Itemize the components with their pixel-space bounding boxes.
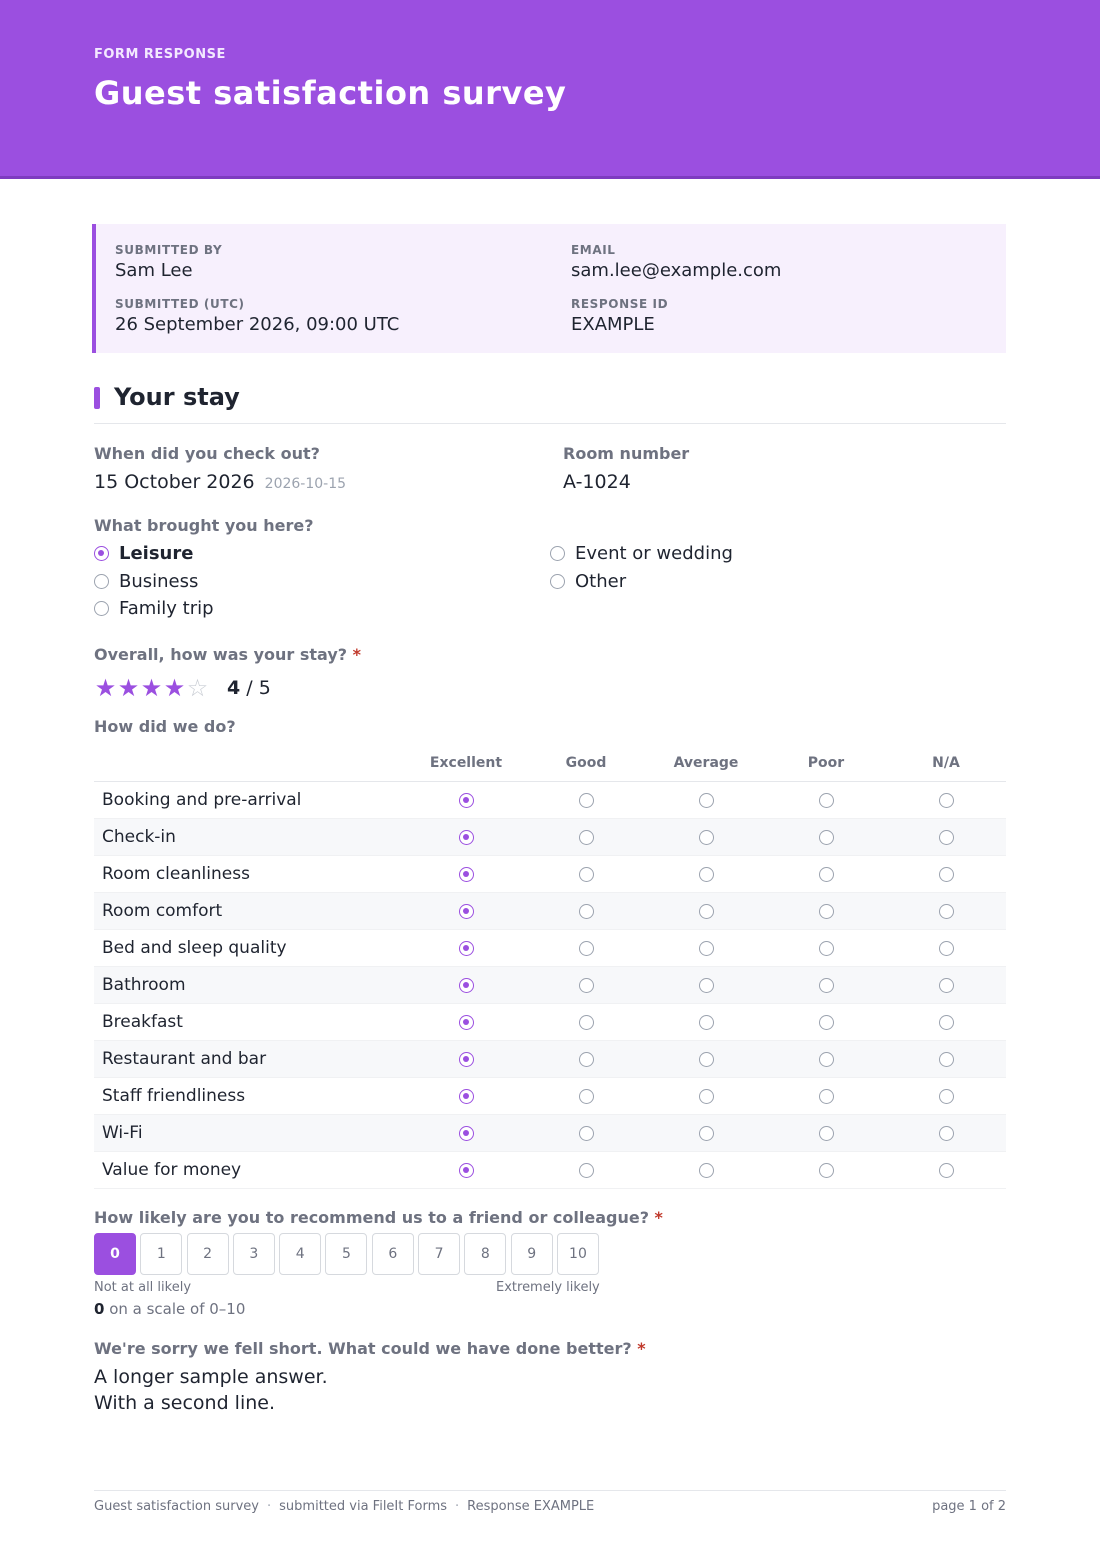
grid-cell xyxy=(766,1040,886,1077)
submitted-by-value: Sam Lee xyxy=(115,260,193,281)
email-value: sam.lee@example.com xyxy=(571,260,782,281)
radio-icon[interactable] xyxy=(579,1015,594,1030)
section-title: Your stay xyxy=(114,383,240,411)
rating-grid xyxy=(94,745,1006,1189)
radio-selected-icon[interactable] xyxy=(459,1089,474,1104)
radio-selected-icon[interactable] xyxy=(459,941,474,956)
radio-icon[interactable] xyxy=(579,978,594,993)
radio-icon[interactable] xyxy=(699,1052,714,1067)
room-question: Room number xyxy=(563,444,690,463)
checkout-date: 15 October 2026 xyxy=(94,471,255,493)
rating-value xyxy=(227,677,271,699)
rating-max: / 5 xyxy=(240,677,271,699)
grid-question: How did we do? xyxy=(94,717,236,736)
radio-icon[interactable] xyxy=(579,1052,594,1067)
grid-cell xyxy=(766,1077,886,1114)
grid-row xyxy=(94,1114,1006,1151)
radio-icon[interactable] xyxy=(699,978,714,993)
grid-row-label: Room comfort xyxy=(94,892,406,929)
nps-question xyxy=(94,1208,663,1227)
grid-row-label: Bathroom xyxy=(94,966,406,1003)
purpose-option-label: Family trip xyxy=(119,597,214,619)
grid-cell xyxy=(526,818,646,855)
submitted-utc-label: SUBMITTED (UTC) xyxy=(115,297,245,311)
nps-scale xyxy=(94,1233,603,1275)
nps-option[interactable]: 10 xyxy=(557,1233,599,1275)
radio-selected-icon[interactable] xyxy=(459,978,474,993)
page-footer xyxy=(94,1490,1006,1514)
submitted-by-label: SUBMITTED BY xyxy=(115,243,223,257)
grid-cell xyxy=(646,855,766,892)
grid-row xyxy=(94,1003,1006,1040)
submitted-by xyxy=(115,243,222,282)
radio-selected-icon[interactable] xyxy=(459,1126,474,1141)
grid-cell xyxy=(646,1003,766,1040)
submitted-utc xyxy=(115,297,399,336)
grid-cell xyxy=(526,855,646,892)
radio-icon[interactable] xyxy=(819,1089,834,1104)
grid-row-label: Value for money xyxy=(94,1151,406,1188)
overall-question xyxy=(94,645,361,664)
radio-icon[interactable] xyxy=(819,830,834,845)
radio-icon[interactable] xyxy=(939,1052,954,1067)
radio-icon[interactable] xyxy=(579,830,594,845)
star-filled-icon: ★ xyxy=(94,674,117,702)
answer-line: With a second line. xyxy=(94,1392,275,1414)
radio-selected-icon[interactable] xyxy=(459,867,474,882)
grid-cell xyxy=(886,966,1006,1003)
grid-cell xyxy=(886,1077,1006,1114)
radio-icon[interactable] xyxy=(819,941,834,956)
nps-option[interactable]: 8 xyxy=(464,1233,506,1275)
footer-survey-name: Guest satisfaction survey xyxy=(94,1499,260,1514)
radio-icon[interactable] xyxy=(819,1163,834,1178)
purpose-option-business[interactable] xyxy=(94,569,198,593)
grid-cell xyxy=(886,781,1006,818)
radio-icon[interactable] xyxy=(939,978,954,993)
radio-icon xyxy=(550,546,565,561)
radio-icon[interactable] xyxy=(579,904,594,919)
grid-col-na: N/A xyxy=(886,745,1006,781)
radio-icon xyxy=(550,574,565,589)
radio-selected-icon[interactable] xyxy=(459,1015,474,1030)
radio-icon[interactable] xyxy=(939,1126,954,1141)
grid-row xyxy=(94,855,1006,892)
grid-cell xyxy=(886,929,1006,966)
response-id xyxy=(571,297,668,336)
star-filled-icon: ★ xyxy=(163,674,186,702)
radio-icon[interactable] xyxy=(939,1015,954,1030)
grid-cell xyxy=(406,1003,526,1040)
page-title: Guest satisfaction survey xyxy=(94,74,567,112)
overall-question-text: Overall, how was your stay? xyxy=(94,645,348,664)
grid-row-label: Check-in xyxy=(94,818,406,855)
radio-icon[interactable] xyxy=(939,941,954,956)
purpose-option-label: Other xyxy=(575,570,627,592)
grid-cell xyxy=(886,1114,1006,1151)
grid-cell xyxy=(886,892,1006,929)
radio-selected-icon[interactable] xyxy=(459,830,474,845)
grid-row-label: Staff friendliness xyxy=(94,1077,406,1114)
radio-icon[interactable] xyxy=(819,793,834,808)
grid-cell xyxy=(526,1151,646,1188)
radio-icon[interactable] xyxy=(939,904,954,919)
grid-cell xyxy=(526,929,646,966)
radio-icon[interactable] xyxy=(579,1126,594,1141)
grid-cell xyxy=(766,855,886,892)
radio-selected-icon[interactable] xyxy=(459,1052,474,1067)
radio-icon[interactable] xyxy=(939,793,954,808)
grid-cell xyxy=(406,966,526,1003)
grid-cell xyxy=(646,1151,766,1188)
grid-cell xyxy=(886,1151,1006,1188)
grid-cell xyxy=(886,855,1006,892)
grid-row-label: Room cleanliness xyxy=(94,855,406,892)
grid-cell xyxy=(526,1077,646,1114)
grid-corner xyxy=(94,745,406,781)
radio-icon[interactable] xyxy=(939,830,954,845)
nps-option[interactable]: 3 xyxy=(233,1233,275,1275)
section-heading xyxy=(94,385,1006,424)
form-header xyxy=(0,0,1100,179)
grid-cell xyxy=(766,892,886,929)
radio-selected-icon[interactable] xyxy=(459,1163,474,1178)
required-mark: * xyxy=(352,645,362,664)
section-accent-bar xyxy=(94,387,100,409)
purpose-option-event[interactable] xyxy=(550,541,733,565)
radio-icon xyxy=(94,574,109,589)
radio-icon[interactable] xyxy=(819,1015,834,1030)
room-answer: A-1024 xyxy=(563,471,631,493)
grid-cell xyxy=(406,1151,526,1188)
radio-icon[interactable] xyxy=(699,1126,714,1141)
header-kicker: FORM RESPONSE xyxy=(94,47,226,62)
radio-selected-icon xyxy=(94,546,109,561)
radio-icon[interactable] xyxy=(579,941,594,956)
grid-cell xyxy=(886,1003,1006,1040)
footer-separator: · xyxy=(267,1499,272,1514)
grid-cell xyxy=(526,966,646,1003)
grid-cell xyxy=(646,781,766,818)
checkout-iso-date: 2026-10-15 xyxy=(264,476,347,492)
grid-row xyxy=(94,1040,1006,1077)
grid-cell xyxy=(406,781,526,818)
radio-selected-icon[interactable] xyxy=(459,904,474,919)
radio-icon[interactable] xyxy=(939,1163,954,1178)
nps-value-note xyxy=(94,1300,245,1318)
email xyxy=(571,243,781,282)
grid-col-excellent: Excellent xyxy=(406,745,526,781)
grid-cell xyxy=(766,966,886,1003)
nps-option[interactable]: 0 xyxy=(94,1233,136,1275)
grid-row-label: Restaurant and bar xyxy=(94,1040,406,1077)
grid-row xyxy=(94,1151,1006,1188)
submitted-utc-value: 26 September 2026, 09:00 UTC xyxy=(115,314,400,335)
radio-icon[interactable] xyxy=(819,978,834,993)
grid-row xyxy=(94,966,1006,1003)
nps-scale-text: on a scale of 0–10 xyxy=(104,1300,246,1318)
star-rating xyxy=(94,673,271,703)
radio-icon[interactable] xyxy=(699,1163,714,1178)
grid-row-label: Breakfast xyxy=(94,1003,406,1040)
radio-icon[interactable] xyxy=(699,1015,714,1030)
grid-cell xyxy=(406,855,526,892)
submission-meta xyxy=(92,224,1006,353)
radio-icon[interactable] xyxy=(699,1089,714,1104)
radio-icon[interactable] xyxy=(699,867,714,882)
grid-cell xyxy=(406,1114,526,1151)
improve-answer xyxy=(94,1364,328,1416)
purpose-option-label: Event or wedding xyxy=(575,542,733,564)
required-mark: * xyxy=(637,1339,646,1358)
purpose-question: What brought you here? xyxy=(94,516,314,535)
grid-row-label: Booking and pre-arrival xyxy=(94,781,406,818)
star-filled-icon: ★ xyxy=(117,674,140,702)
grid-row xyxy=(94,892,1006,929)
grid-cell xyxy=(406,929,526,966)
improve-question-text: We're sorry we fell short. What could we have done better? xyxy=(94,1339,632,1358)
grid-cell xyxy=(526,1114,646,1151)
answer-line: A longer sample answer. xyxy=(94,1366,328,1388)
grid-cell xyxy=(526,892,646,929)
radio-icon[interactable] xyxy=(579,793,594,808)
grid-cell xyxy=(406,1077,526,1114)
star-empty-icon: ☆ xyxy=(186,674,209,702)
grid-row xyxy=(94,781,1006,818)
grid-cell xyxy=(646,1077,766,1114)
footer-separator: · xyxy=(455,1499,460,1514)
grid-cell xyxy=(646,1114,766,1151)
grid-cell xyxy=(766,929,886,966)
grid-cell xyxy=(646,929,766,966)
grid-col-average: Average xyxy=(646,745,766,781)
checkout-question: When did you check out? xyxy=(94,444,320,463)
grid-cell xyxy=(406,1040,526,1077)
response-id-value: EXAMPLE xyxy=(571,314,655,335)
nps-option[interactable]: 7 xyxy=(418,1233,460,1275)
radio-icon[interactable] xyxy=(819,1126,834,1141)
grid-cell xyxy=(526,1040,646,1077)
radio-selected-icon[interactable] xyxy=(459,793,474,808)
grid-cell xyxy=(406,892,526,929)
grid-cell xyxy=(646,892,766,929)
grid-col-poor: Poor xyxy=(766,745,886,781)
email-label: EMAIL xyxy=(571,243,616,257)
radio-icon[interactable] xyxy=(699,941,714,956)
nps-option[interactable]: 1 xyxy=(140,1233,182,1275)
radio-icon[interactable] xyxy=(699,830,714,845)
radio-icon[interactable] xyxy=(699,904,714,919)
grid-header-row xyxy=(94,745,1006,781)
nps-option[interactable]: 6 xyxy=(372,1233,414,1275)
checkout-answer xyxy=(94,471,346,493)
grid-cell xyxy=(526,781,646,818)
radio-icon[interactable] xyxy=(699,793,714,808)
grid-col-good: Good xyxy=(526,745,646,781)
grid-cell xyxy=(766,1114,886,1151)
grid-cell xyxy=(886,818,1006,855)
radio-icon[interactable] xyxy=(819,1052,834,1067)
grid-row-label: Wi-Fi xyxy=(94,1114,406,1151)
grid-row xyxy=(94,818,1006,855)
radio-icon[interactable] xyxy=(939,867,954,882)
nps-option[interactable]: 2 xyxy=(187,1233,229,1275)
response-id-label: RESPONSE ID xyxy=(571,297,669,311)
purpose-option-label: Leisure xyxy=(119,542,194,564)
grid-cell xyxy=(766,818,886,855)
radio-icon xyxy=(94,601,109,616)
page-number: page 1 of 2 xyxy=(932,1499,1006,1514)
grid-cell xyxy=(646,966,766,1003)
rating-score: 4 xyxy=(227,677,241,699)
grid-row xyxy=(94,929,1006,966)
grid-cell xyxy=(646,1040,766,1077)
grid-cell xyxy=(646,818,766,855)
radio-icon[interactable] xyxy=(939,1089,954,1104)
nps-value: 0 xyxy=(94,1300,105,1318)
radio-icon[interactable] xyxy=(819,904,834,919)
grid-cell xyxy=(766,1003,886,1040)
nps-question-text: How likely are you to recommend us to a friend or colleague? xyxy=(94,1208,649,1227)
radio-icon[interactable] xyxy=(579,867,594,882)
footer-via: submitted via FileIt Forms xyxy=(279,1499,448,1514)
grid-cell xyxy=(526,1003,646,1040)
grid-cell xyxy=(766,781,886,818)
grid-cell xyxy=(406,818,526,855)
nps-low-label: Not at all likely xyxy=(94,1280,192,1295)
nps-option[interactable]: 5 xyxy=(325,1233,367,1275)
purpose-option-other[interactable] xyxy=(550,569,626,593)
footer-response: Response EXAMPLE xyxy=(467,1499,595,1514)
nps-high-label: Extremely likely xyxy=(496,1280,600,1295)
radio-icon[interactable] xyxy=(579,1163,594,1178)
grid-cell xyxy=(766,1151,886,1188)
grid-row-label: Bed and sleep quality xyxy=(94,929,406,966)
grid-row xyxy=(94,1077,1006,1114)
purpose-option-label: Business xyxy=(119,570,199,592)
radio-icon[interactable] xyxy=(819,867,834,882)
required-mark: * xyxy=(654,1208,663,1227)
purpose-option-leisure[interactable] xyxy=(94,541,193,565)
improve-question xyxy=(94,1339,646,1358)
nps-option[interactable]: 4 xyxy=(279,1233,321,1275)
purpose-option-family-trip[interactable] xyxy=(94,596,214,620)
nps-option[interactable]: 9 xyxy=(511,1233,553,1275)
radio-icon[interactable] xyxy=(579,1089,594,1104)
grid-cell xyxy=(886,1040,1006,1077)
star-filled-icon: ★ xyxy=(140,674,163,702)
